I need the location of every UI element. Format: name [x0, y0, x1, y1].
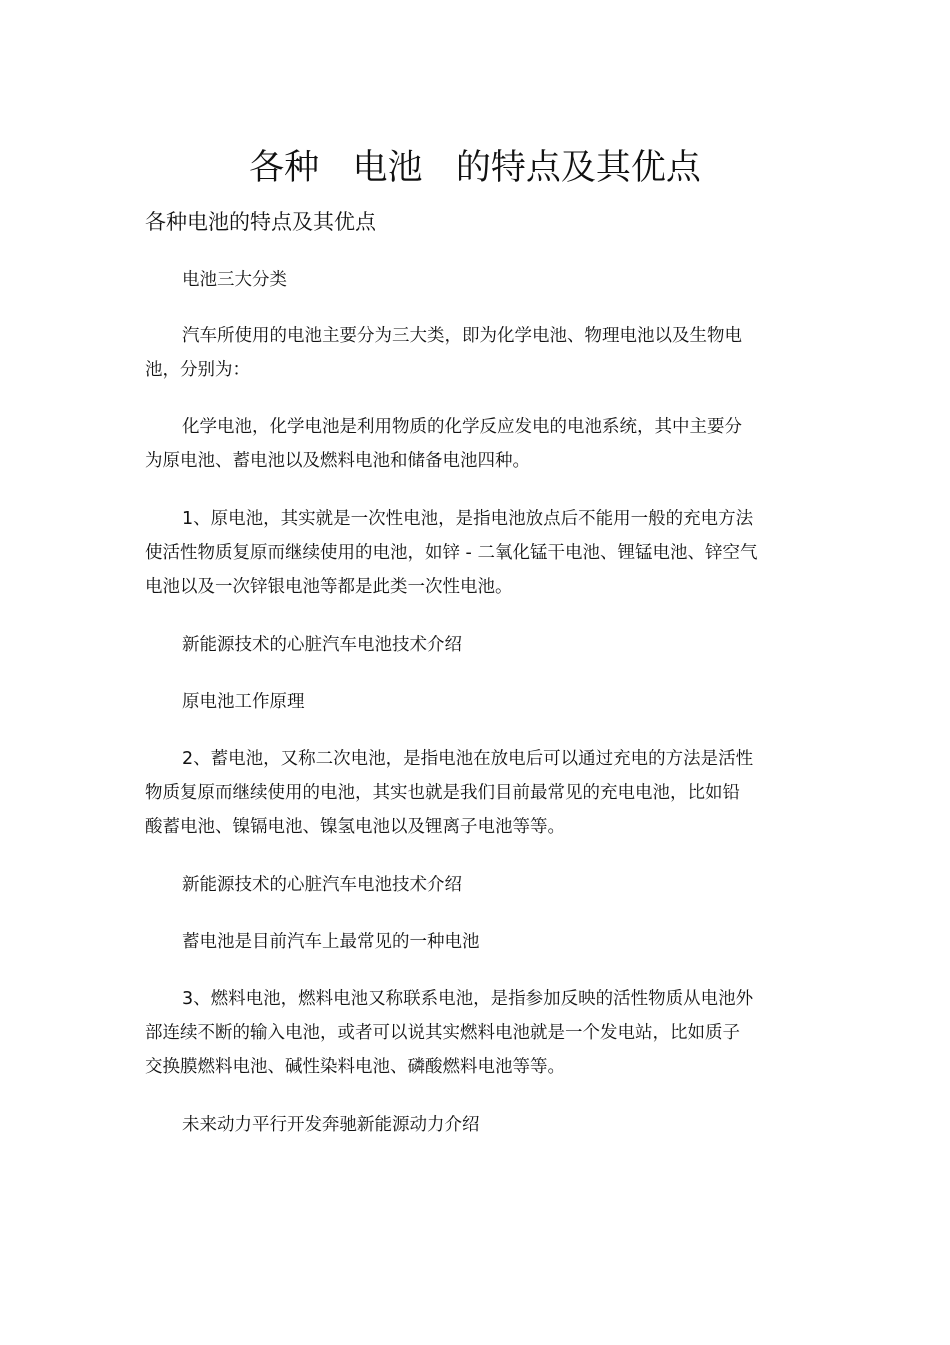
paragraph-line: 电池以及一次锌银电池等都是此类一次性电池。	[145, 577, 513, 597]
paragraph-line: 2、蓄电池，又称二次电池，是指电池在放电后可以通过充电的方法是活性	[182, 749, 754, 769]
document-title: 各种 电池 的特点及其优点	[249, 148, 701, 189]
paragraph-line: 蓄电池是目前汽车上最常见的一种电池	[182, 932, 480, 952]
paragraph-line: 为原电池、蓄电池以及燃料电池和储备电池四种。	[145, 451, 530, 471]
paragraph-line: 部连续不断的输入电池，或者可以说其实燃料电池就是一个发电站，比如质子	[145, 1023, 740, 1043]
paragraph-line: 汽车所使用的电池主要分为三大类，即为化学电池、物理电池以及生物电	[182, 326, 742, 346]
paragraph-line: 新能源技术的心脏汽车电池技术介绍	[182, 635, 462, 655]
paragraph-caption-4	[145, 930, 805, 964]
paragraph-line: 交换膜燃料电池、碱性染料电池、磷酸燃料电池等等。	[145, 1057, 565, 1077]
paragraph-line: 新能源技术的心脏汽车电池技术介绍	[182, 875, 462, 895]
paragraph-line: 电池三大分类	[182, 270, 287, 290]
paragraph-caption-3	[145, 873, 805, 907]
paragraph-storage-battery	[145, 747, 805, 849]
paragraph-fuel-cell	[145, 987, 805, 1089]
paragraph-line: 物质复原而继续使用的电池，其实也就是我们目前最常见的充电电池，比如铅	[145, 783, 740, 803]
paragraph-caption-5	[145, 1113, 805, 1147]
paragraph-line: 酸蓄电池、镍镉电池、镍氢电池以及锂离子电池等等。	[145, 817, 565, 837]
paragraph-line: 原电池工作原理	[182, 692, 305, 712]
paragraph-line: 池，分别为：	[145, 360, 250, 380]
paragraph-line: 3、燃料电池，燃料电池又称联系电池，是指参加反映的活性物质从电池外	[182, 989, 754, 1009]
paragraph-caption-1	[145, 633, 805, 667]
paragraph-line: 化学电池，化学电池是利用物质的化学反应发电的电池系统，其中主要分	[182, 417, 742, 437]
paragraph-primary-battery	[145, 507, 805, 609]
document-subtitle: 各种电池的特点及其优点	[145, 210, 376, 234]
paragraph-line: 未来动力平行开发奔驰新能源动力介绍	[182, 1115, 480, 1135]
paragraph-battery-categories	[145, 268, 805, 302]
paragraph-caption-2	[145, 690, 805, 724]
paragraph-line: 使活性物质复原而继续使用的电池，如锌 - 二氧化锰干电池、锂锰电池、锌空气	[145, 543, 758, 563]
paragraph-intro	[145, 324, 805, 392]
paragraph-line: 1、原电池，其实就是一次性电池，是指电池放点后不能用一般的充电方法	[182, 509, 754, 529]
paragraph-chemical-battery	[145, 415, 805, 483]
